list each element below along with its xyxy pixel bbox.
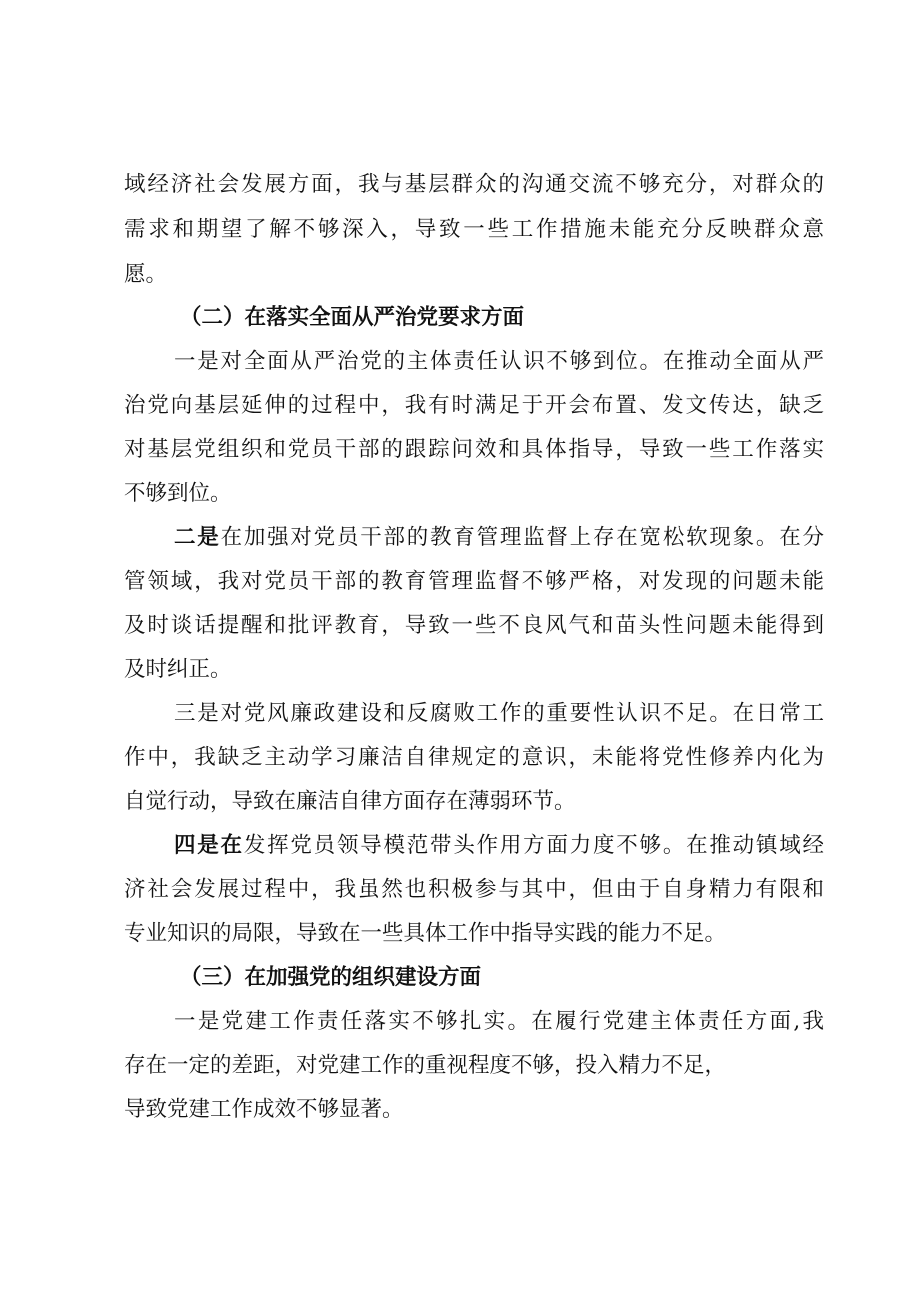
paragraph-line: 管领域，我对党员干部的教育管理监督不够严格，对发现的问题未能 bbox=[124, 569, 824, 594]
paragraph-line: 愿。 bbox=[124, 262, 168, 287]
paragraph-line: 导致党建工作成效不够显著。 bbox=[124, 1097, 404, 1122]
paragraph-line: 对基层党组织和党员干部的跟踪问效和具体指导，导致一些工作落实 bbox=[124, 437, 824, 462]
paragraph-line: 治党向基层延伸的过程中，我有时满足于开会布置、发文传达，缺乏 bbox=[124, 393, 824, 418]
paragraph-line: 域经济社会发展方面，我与基层群众的沟通交流不够充分，对群众的 bbox=[124, 172, 824, 197]
paragraph-line: 及时纠正。 bbox=[124, 657, 232, 682]
paragraph-text: 在加强对党员干部的教育管理监督上存在宽松软现象。在分 bbox=[220, 525, 824, 550]
paragraph-line: 及时谈话提醒和批评教育，导致一些不良风气和苗头性问题未能得到 bbox=[124, 613, 824, 638]
paragraph-line: 三是对党风廉政建设和反腐败工作的重要性认识不足。在日常工 bbox=[174, 701, 824, 726]
paragraph-text: 发挥党员领导模范带头作用方面力度不够。在推动镇域经 bbox=[243, 833, 824, 858]
paragraph-line bbox=[174, 826, 824, 866]
paragraph-line: 一是对全面从严治党的主体责任认识不够到位。在推动全面从严 bbox=[174, 349, 824, 374]
paragraph-lead: 四是在 bbox=[174, 833, 244, 858]
paragraph-line: 专业知识的局限，导致在一些具体工作中指导实践的能力不足。 bbox=[124, 921, 727, 946]
paragraph-line: 一是党建工作责任落实不够扎实。在履行党建主体责任方面,我 bbox=[174, 1009, 824, 1034]
paragraph-lead: 二是 bbox=[174, 525, 221, 550]
paragraph-line: 不够到位。 bbox=[124, 481, 232, 506]
section-heading: （二）在落实全面从严治党要求方面 bbox=[180, 305, 525, 330]
paragraph-line: 济社会发展过程中，我虽然也积极参与其中，但由于自身精力有限和 bbox=[124, 877, 824, 902]
paragraph-line: 作中，我缺乏主动学习廉洁自律规定的意识，未能将党性修养内化为 bbox=[124, 745, 824, 770]
paragraph-line: 存在一定的差距，对党建工作的重视程度不够，投入精力不足， bbox=[124, 1053, 727, 1078]
paragraph-line: 需求和期望了解不够深入，导致一些工作措施未能充分反映群众意 bbox=[124, 217, 824, 242]
section-heading: （三）在加强党的组织建设方面 bbox=[180, 965, 482, 990]
paragraph-line: 自觉行动，导致在廉洁自律方面存在薄弱环节。 bbox=[124, 789, 576, 814]
paragraph-line bbox=[174, 518, 824, 558]
